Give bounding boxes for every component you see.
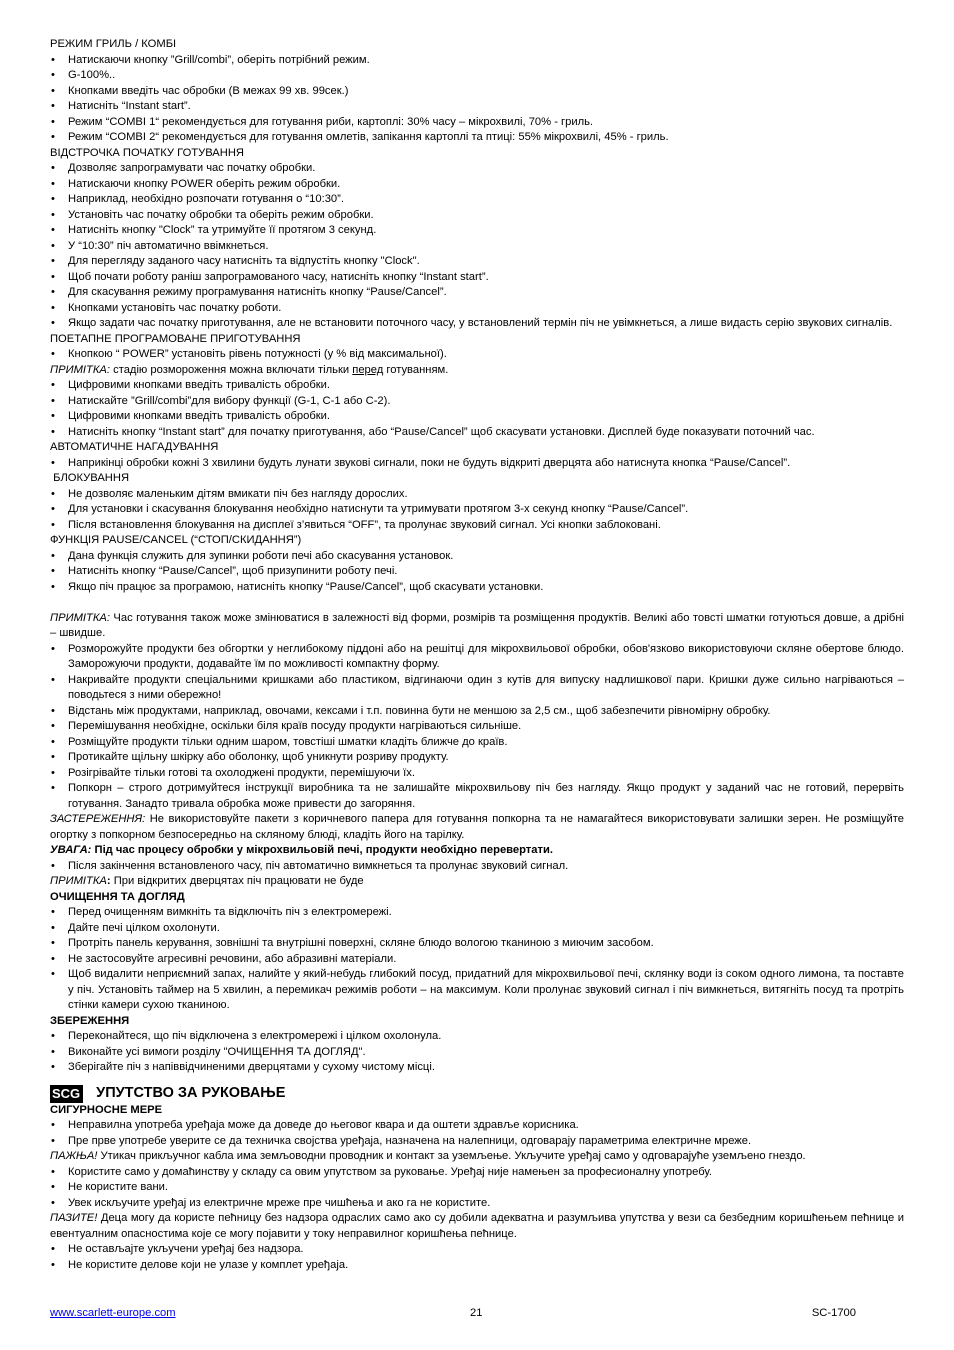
reminder-list <box>50 456 904 472</box>
storage-heading: ЗБЕРЕЖЕННЯ <box>50 1014 130 1027</box>
list-item: • Відстань між продуктами, наприклад, овочами, кексами і т.п. повинна бути не меншою за 2,5 см., щоб забезпечити рівномірну обробку. <box>50 704 904 720</box>
list-item: • Не остављајте укључени уређај без надзора. <box>50 1242 904 1258</box>
note2-colon: : <box>106 875 111 887</box>
list-item: • Увек искључите уређај из електричне мреже пре чишћења и ако га не користите. <box>50 1196 904 1212</box>
list-item: • Дана функція служить для зупинки роботи печі або скасування установок. <box>50 549 904 565</box>
manual-page <box>50 37 904 1273</box>
list-item: • Неправилна употреба уређаја може да доведе до његовог квара и да оштети здравље корисника. <box>50 1118 904 1134</box>
pause-list <box>50 549 904 596</box>
list-item: • Попкорн – строго дотримуйтеся інструкції виробника та не залишайте мікрохвильову піч без нагляду. Якщо продукт у заданий час не готовий, перервіть готування. Занадто тривала обробка може привести до загоряння. <box>50 781 904 812</box>
attention-text: Під час процесу обробки у мікрохвильовій печі, продукти необхідно перевертати. <box>91 844 553 856</box>
delay-heading: ВІДСТРОЧКА ПОЧАТКУ ГОТУВАННЯ <box>50 146 244 159</box>
warning-label: ЗАСТЕРЕЖЕННЯ: <box>50 813 146 825</box>
tips-after-list <box>50 859 904 875</box>
list-item: • Кнопками установіть час початку роботи. <box>50 301 904 317</box>
cleaning-list <box>50 905 904 1014</box>
scg-section-header <box>50 1085 904 1103</box>
note-label: ПРИМІТКА: <box>50 363 110 376</box>
tips-attention <box>50 843 904 859</box>
note-text: Час готування також може змінюватися в залежності від форми, розмірів та розміщення продуктів. Великі або товсті шматки готуються довше, а дрібні – швидше. <box>50 611 904 639</box>
section-title: УПУТСТВО ЗА РУКОВАЊЕ <box>96 1084 286 1101</box>
list-item: • Натискаючи кнопку ”Grill/combi”, оберіть потрібний режим. <box>50 53 904 69</box>
list-item: • Якщо задати час початку приготування, але не встановити поточного часу, у встановлений термін піч не увімкнеться, а лише видасть серію звукових сигналів. <box>50 316 904 332</box>
list-item: • Натискайте ”Grill/combi”для вибору функції (G-1, C-1 або C-2). <box>50 394 904 410</box>
language-badge: SCG <box>50 1085 83 1103</box>
list-item: • Натискаючи кнопку POWER оберіть режим обробки. <box>50 177 904 193</box>
safety-caution <box>50 1149 904 1165</box>
list-item: • Розморожуйте продукти без обгортки у неглибокому піддоні або на решітці для мікрохвильової обробки, обов'язково використовуючи скляне обертове блюдо. Заморожуючи продукти, додавайте їм по можливості компактну форму. <box>50 642 904 673</box>
page-footer <box>50 1307 856 1323</box>
list-item: • Щоб почати роботу раніш запрограмованого часу, натисніть кнопку “Instant start”. <box>50 270 904 286</box>
list-item: • Кнопками введіть час обробки (В межах 99 хв. 99сек.) <box>50 84 904 100</box>
safety-list-c <box>50 1242 904 1273</box>
list-item: • Переконайтеся, що піч відключена з електромережі і цілком охолонула. <box>50 1029 904 1045</box>
list-item: • Для перегляду заданого часу натисніть та відпустіть кнопку "Clock". <box>50 254 904 270</box>
list-item: • Перед очищенням вимкніть та відключіть піч з електромережі. <box>50 905 904 921</box>
model-number: SC-1700 <box>811 1307 856 1319</box>
list-item: • G-100%.. <box>50 68 904 84</box>
list-item: • Щоб видалити неприємний запах, налийте у який-небудь глибокий посуд, придатний для мікрохвильової печі, склянку води із соком одного лимона, та поставте у піч. Установіть таймер на 5 хвилин, а перемикач режимів роботи – на максимум. Коли пролунає звуковий сигнал і піч вимкнеться, витягніть посуд та протріть стінки камери сухою тканиною. <box>50 967 904 1014</box>
staged-list <box>50 378 904 440</box>
note2-label: ПРИМІТКА <box>50 875 107 887</box>
caution-text: Утикач прикључног кабла има земљоводни проводник и контакт за уземљење. Укључите уређај само у одговарајуће уземљено гнездо. <box>97 1150 806 1162</box>
list-item: • Наприклад, необхідно розпочати готування о “10:30”. <box>50 192 904 208</box>
staged-note <box>50 363 904 379</box>
list-item: • Користите само у домаћинству у складу са овим упутством за руковање. Уређај није намењен за професионалну употребу. <box>50 1165 904 1181</box>
list-item: • Не застосовуйте агресивні речовини, або абразивні матеріали. <box>50 952 904 968</box>
tips-warning <box>50 812 904 843</box>
blank-line <box>50 595 904 611</box>
list-item: • Не користите вани. <box>50 1180 904 1196</box>
lock-list <box>50 487 904 534</box>
storage-list <box>50 1029 904 1076</box>
list-item: • Натисніть “Instant start”. <box>50 99 904 115</box>
page-number: 21 <box>470 1307 483 1319</box>
cleaning-heading: ОЧИЩЕННЯ ТА ДОГЛЯД <box>50 890 185 903</box>
beware-text: Деца могу да користе пећницу без надзора одраслих само ако су добили адекватна и разумљива упутства у вези са безбедним коришћењем пећнице и евентуалним опасностима које се могу појавити у току неправилног коришћења пећнице. <box>50 1212 904 1240</box>
lock-heading: БЛОКУВАННЯ <box>50 472 130 484</box>
list-item: • Розміщуйте продукти тільки одним шаром, товстіші шматки кладіть ближче до країв. <box>50 735 904 751</box>
list-item: • Пре прве употребе уверите се да техничка својства уређаја, назначена на налепници, одговарају параметрима електричне мреже. <box>50 1134 904 1150</box>
list-item: • Виконайте усі вимоги розділу "ОЧИЩЕННЯ ТА ДОГЛЯД". <box>50 1045 904 1061</box>
grill-list <box>50 53 904 146</box>
list-item: • Натисніть кнопку "Clock” та утримуйте її протягом 3 секунд. <box>50 223 904 239</box>
list-item: • Накривайте продукти спеціальними кришками або пластиком, відгинаючи один з кутів для випуску надлишкової пари. Кришки дуже сильно нагріваються – поводьтеся з ними обережно! <box>50 673 904 704</box>
pause-heading: ФУНКЦІЯ PAUSE/CANCEL (“СТОП/СКИДАННЯ”) <box>50 534 302 546</box>
attention-label: УВАГА: <box>50 844 92 856</box>
list-item: • Після встановлення блокування на дисплеї з’явиться “OFF”, та пролунає звуковий сигнал. Усі кнопки заблоковані. <box>50 518 904 534</box>
note-text: стадію розмороження можна включати тільки <box>110 363 353 376</box>
list-item: • Наприкінці обробки кожні 3 хвилини будуть лунати звукові сигнали, поки не будуть відкриті дверцята або натиснута кнопка “Pause/Cancel”. <box>50 456 904 472</box>
note2-text: При відкритих дверцятах піч працювати не буде <box>110 875 364 887</box>
staged-list-first <box>50 347 904 363</box>
safety-list-b <box>50 1165 904 1212</box>
safety-beware <box>50 1211 904 1242</box>
beware-label: ПАЗИТЕ! <box>50 1212 98 1224</box>
list-item: • Установіть час початку обробки та оберіть режим обробки. <box>50 208 904 224</box>
list-item: • У “10:30” піч автоматично ввімкнеться. <box>50 239 904 255</box>
reminder-heading: АВТОМАТИЧНЕ НАГАДУВАННЯ <box>50 441 219 453</box>
note-underlined: перед <box>352 363 384 376</box>
note-label: ПРИМІТКА: <box>50 611 110 624</box>
list-item: • Кнопкою “ POWER” установіть рівень потужності (у % від максимальної). <box>50 347 904 363</box>
list-item: • Після закінчення встановленого часу, піч автоматично вимкнеться та пролунає звуковий сигнал. <box>50 859 904 875</box>
note-text-end: готуванням. <box>383 363 449 376</box>
website-link[interactable]: www.scarlett-europe.com <box>50 1307 176 1319</box>
delay-list <box>50 161 904 332</box>
list-item: • Натисніть кнопку “Pause/Cancel”, щоб призупинити роботу печі. <box>50 564 904 580</box>
tips-list <box>50 642 904 813</box>
list-item: • Режим “COMBI 1“ рекомендується для готування риби, картоплі: 30% часу – мікрохвилі, 70% - гриль. <box>50 115 904 131</box>
list-item: • Натисніть кнопку “Instant start” для початку приготування, або “Pause/Cancel” щоб скасувати установки. Дисплей буде показувати поточний час. <box>50 425 904 441</box>
safety-list-a <box>50 1118 904 1149</box>
grill-heading: РЕЖИМ ГРИЛЬ / КОМБІ <box>50 38 177 50</box>
list-item: • Розігрівайте тільки готові та охолоджені продукти, перемішуючи їх. <box>50 766 904 782</box>
tips-note <box>50 611 904 642</box>
caution-label: ПАЖЊА! <box>50 1150 98 1162</box>
warning-text: Не використовуйте пакети з коричневого папера для готування попкорна та не намагайтеся використовувати залишки зерен. Не розміщуйте огортку з попкорном безпосередньо на скляному блюді, кладіть його на тарілку. <box>50 813 904 841</box>
list-item: • Для установки і скасування блокування необхідно натиснути та утримувати протягом 3-х секунд кнопку “Pause/Cancel”. <box>50 502 904 518</box>
list-item: • Дозволяє запрограмувати час початку обробки. <box>50 161 904 177</box>
list-item: • Дайте печі цілком охолонути. <box>50 921 904 937</box>
list-item: • Режим “COMBI 2“ рекомендується для готування омлетів, запікання картоплі та птиці: 55% мікрохвилі, 45% - гриль. <box>50 130 904 146</box>
list-item: • Для скасування режиму програмування натисніть кнопку “Pause/Cancel”. <box>50 285 904 301</box>
list-item: • Зберігайте піч з напіввідчиненими дверцятами у сухому чистому місці. <box>50 1060 904 1076</box>
list-item: • Не дозволяє маленьким дітям вмикати піч без нагляду дорослих. <box>50 487 904 503</box>
tips-note2 <box>50 874 904 890</box>
list-item: • Якщо піч працює за програмою, натисніть кнопку “Pause/Cancel”, щоб скасувати установки. <box>50 580 904 596</box>
list-item: • Перемішування необхідне, оскільки біля країв посуду продукти нагріваються сильніше. <box>50 719 904 735</box>
safety-heading: СИГУРНОСНЕ МЕРЕ <box>50 1103 163 1116</box>
list-item: • Протикайте щільну шкірку або оболонку, щоб уникнути розриву продукту. <box>50 750 904 766</box>
list-item: • Цифровими кнопками введіть тривалість обробки. <box>50 378 904 394</box>
list-item: • Цифровими кнопками введіть тривалість обробки. <box>50 409 904 425</box>
list-item: • Не користите делове који не улазе у комплет уређаја. <box>50 1258 904 1274</box>
staged-heading: ПОЕТАПНЕ ПРОГРАМОВАНЕ ПРИГОТУВАННЯ <box>50 332 301 345</box>
list-item: • Протріть панель керування, зовнішні та внутрішні поверхні, скляне блюдо вологою тканиною з миючим засобом. <box>50 936 904 952</box>
